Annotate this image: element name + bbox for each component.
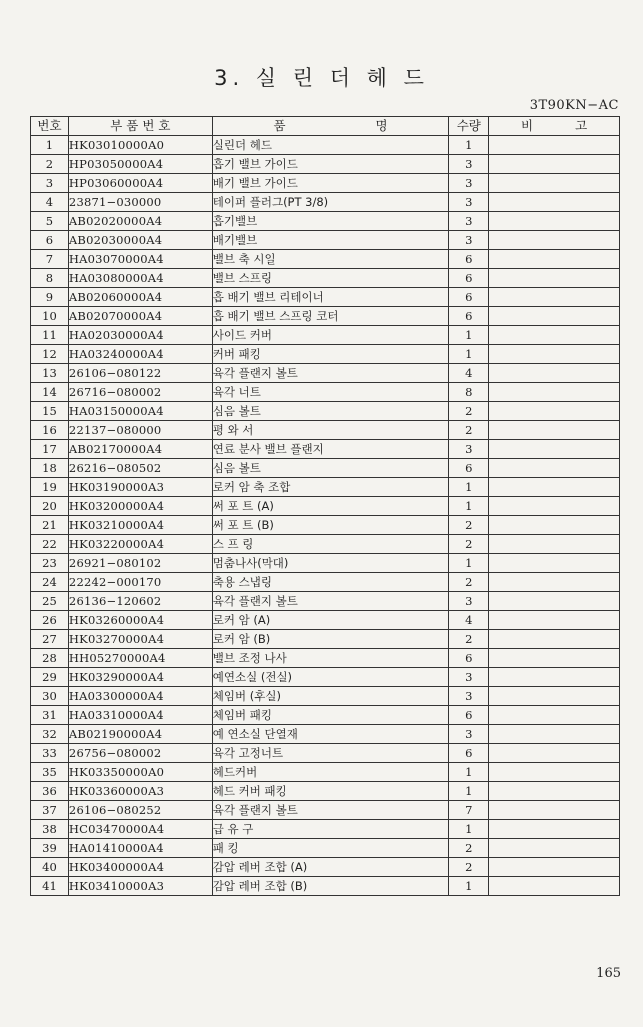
row-no: 1 bbox=[31, 136, 69, 155]
row-part-no: HK03360000A3 bbox=[68, 782, 212, 801]
row-qty: 3 bbox=[449, 592, 489, 611]
row-qty: 2 bbox=[449, 839, 489, 858]
table-row bbox=[31, 155, 620, 174]
row-qty: 3 bbox=[449, 231, 489, 250]
row-name: 로커 암 (B) bbox=[212, 630, 449, 649]
header-note-b: 고 bbox=[575, 118, 588, 133]
header-note bbox=[489, 117, 620, 136]
row-name: 흡 배기 밸브 스프링 코터 bbox=[212, 307, 449, 326]
row-name: 예 연소실 단열재 bbox=[212, 725, 449, 744]
header-part-no: 부 품 번 호 bbox=[68, 117, 212, 136]
row-no: 11 bbox=[31, 326, 69, 345]
row-no: 3 bbox=[31, 174, 69, 193]
row-part-no: HA03150000A4 bbox=[68, 402, 212, 421]
table-row bbox=[31, 763, 620, 782]
row-no: 20 bbox=[31, 497, 69, 516]
row-note bbox=[489, 687, 620, 706]
row-no: 37 bbox=[31, 801, 69, 820]
table-row bbox=[31, 877, 620, 896]
row-no: 40 bbox=[31, 858, 69, 877]
row-note bbox=[489, 763, 620, 782]
row-note bbox=[489, 535, 620, 554]
row-part-no: HA03240000A4 bbox=[68, 345, 212, 364]
row-qty: 6 bbox=[449, 744, 489, 763]
row-no: 12 bbox=[31, 345, 69, 364]
row-note bbox=[489, 383, 620, 402]
table-row bbox=[31, 136, 620, 155]
table-row bbox=[31, 744, 620, 763]
row-part-no: HK03210000A4 bbox=[68, 516, 212, 535]
row-no: 29 bbox=[31, 668, 69, 687]
row-no: 21 bbox=[31, 516, 69, 535]
row-note bbox=[489, 611, 620, 630]
row-name: 예연소실 (전실) bbox=[212, 668, 449, 687]
row-name: 흡 배기 밸브 리테이너 bbox=[212, 288, 449, 307]
table-row bbox=[31, 250, 620, 269]
row-part-no: HA03310000A4 bbox=[68, 706, 212, 725]
row-name: 흡기밸브 bbox=[212, 212, 449, 231]
row-name: 테이퍼 플러그(PT 3/8) bbox=[212, 193, 449, 212]
row-part-no: HP03050000A4 bbox=[68, 155, 212, 174]
row-note bbox=[489, 421, 620, 440]
table-row bbox=[31, 611, 620, 630]
row-no: 39 bbox=[31, 839, 69, 858]
row-qty: 1 bbox=[449, 782, 489, 801]
table-row bbox=[31, 364, 620, 383]
row-qty: 1 bbox=[449, 763, 489, 782]
row-note bbox=[489, 725, 620, 744]
row-part-no: HK03220000A4 bbox=[68, 535, 212, 554]
row-part-no: 26216−080502 bbox=[68, 459, 212, 478]
row-note bbox=[489, 649, 620, 668]
row-part-no: 23871−030000 bbox=[68, 193, 212, 212]
row-qty: 1 bbox=[449, 554, 489, 573]
row-note bbox=[489, 554, 620, 573]
table-row bbox=[31, 459, 620, 478]
row-note bbox=[489, 269, 620, 288]
row-name: 써 포 트 (A) bbox=[212, 497, 449, 516]
row-qty: 3 bbox=[449, 440, 489, 459]
row-name: 연료 분사 밸브 플랜지 bbox=[212, 440, 449, 459]
table-row bbox=[31, 820, 620, 839]
row-no: 38 bbox=[31, 820, 69, 839]
row-no: 15 bbox=[31, 402, 69, 421]
row-part-no: HK03410000A3 bbox=[68, 877, 212, 896]
table-row bbox=[31, 212, 620, 231]
table-row bbox=[31, 497, 620, 516]
row-name: 심음 볼트 bbox=[212, 402, 449, 421]
row-name: 육각 고정너트 bbox=[212, 744, 449, 763]
row-part-no: 26756−080002 bbox=[68, 744, 212, 763]
row-name: 헤드 커버 패킹 bbox=[212, 782, 449, 801]
table-row bbox=[31, 858, 620, 877]
row-qty: 1 bbox=[449, 326, 489, 345]
row-name: 감압 레버 조합 (B) bbox=[212, 877, 449, 896]
row-qty: 3 bbox=[449, 212, 489, 231]
header-no: 번호 bbox=[31, 117, 69, 136]
row-name: 밸브 스프링 bbox=[212, 269, 449, 288]
row-qty: 1 bbox=[449, 877, 489, 896]
row-qty: 1 bbox=[449, 497, 489, 516]
row-qty: 2 bbox=[449, 535, 489, 554]
table-row bbox=[31, 421, 620, 440]
row-part-no: HA02030000A4 bbox=[68, 326, 212, 345]
row-note bbox=[489, 326, 620, 345]
row-note bbox=[489, 155, 620, 174]
row-note bbox=[489, 630, 620, 649]
row-qty: 6 bbox=[449, 288, 489, 307]
row-note bbox=[489, 877, 620, 896]
row-name: 육각 플랜지 볼트 bbox=[212, 801, 449, 820]
row-no: 4 bbox=[31, 193, 69, 212]
row-no: 8 bbox=[31, 269, 69, 288]
table-row bbox=[31, 630, 620, 649]
table-row bbox=[31, 231, 620, 250]
row-note bbox=[489, 573, 620, 592]
row-part-no: 26106−080122 bbox=[68, 364, 212, 383]
row-no: 26 bbox=[31, 611, 69, 630]
row-name: 육각 플랜지 볼트 bbox=[212, 364, 449, 383]
row-part-no: 26136−120602 bbox=[68, 592, 212, 611]
row-note bbox=[489, 668, 620, 687]
header-note-a: 비 bbox=[521, 118, 534, 133]
row-no: 13 bbox=[31, 364, 69, 383]
row-part-no: AB02060000A4 bbox=[68, 288, 212, 307]
table-row bbox=[31, 345, 620, 364]
row-qty: 6 bbox=[449, 649, 489, 668]
page-title: 3. 실 린 더 헤 드 bbox=[214, 66, 429, 90]
row-qty: 6 bbox=[449, 307, 489, 326]
row-qty: 1 bbox=[449, 136, 489, 155]
row-qty: 2 bbox=[449, 402, 489, 421]
row-note bbox=[489, 839, 620, 858]
row-qty: 3 bbox=[449, 174, 489, 193]
row-part-no: HP03060000A4 bbox=[68, 174, 212, 193]
row-note bbox=[489, 497, 620, 516]
row-part-no: AB02170000A4 bbox=[68, 440, 212, 459]
row-name: 감압 레버 조합 (A) bbox=[212, 858, 449, 877]
header-name-a: 품 bbox=[273, 118, 286, 133]
header-name bbox=[212, 117, 449, 136]
table-row bbox=[31, 478, 620, 497]
row-no: 2 bbox=[31, 155, 69, 174]
table-row bbox=[31, 687, 620, 706]
row-note bbox=[489, 345, 620, 364]
row-name: 패 킹 bbox=[212, 839, 449, 858]
row-qty: 3 bbox=[449, 687, 489, 706]
row-name: 로커 암 (A) bbox=[212, 611, 449, 630]
row-part-no: AB02190000A4 bbox=[68, 725, 212, 744]
table-row bbox=[31, 535, 620, 554]
row-qty: 3 bbox=[449, 668, 489, 687]
row-no: 9 bbox=[31, 288, 69, 307]
row-qty: 2 bbox=[449, 573, 489, 592]
row-no: 17 bbox=[31, 440, 69, 459]
row-qty: 7 bbox=[449, 801, 489, 820]
table-body bbox=[31, 136, 620, 896]
row-no: 18 bbox=[31, 459, 69, 478]
table-row bbox=[31, 516, 620, 535]
row-note bbox=[489, 744, 620, 763]
row-note bbox=[489, 782, 620, 801]
row-no: 5 bbox=[31, 212, 69, 231]
row-qty: 3 bbox=[449, 725, 489, 744]
row-qty: 3 bbox=[449, 193, 489, 212]
row-name: 평 와 서 bbox=[212, 421, 449, 440]
row-part-no: AB02030000A4 bbox=[68, 231, 212, 250]
row-part-no: HA03300000A4 bbox=[68, 687, 212, 706]
table-row bbox=[31, 668, 620, 687]
table-row bbox=[31, 440, 620, 459]
row-note bbox=[489, 706, 620, 725]
row-name: 육각 너트 bbox=[212, 383, 449, 402]
row-part-no: HK03290000A4 bbox=[68, 668, 212, 687]
parts-table bbox=[30, 116, 620, 896]
row-qty: 2 bbox=[449, 630, 489, 649]
row-qty: 4 bbox=[449, 364, 489, 383]
row-part-no: HK03400000A4 bbox=[68, 858, 212, 877]
row-no: 19 bbox=[31, 478, 69, 497]
row-name: 배기 밸브 가이드 bbox=[212, 174, 449, 193]
model-code: 3T90KN−AC bbox=[529, 98, 619, 113]
row-name: 멈춤나사(막대) bbox=[212, 554, 449, 573]
row-no: 32 bbox=[31, 725, 69, 744]
row-part-no: HH05270000A4 bbox=[68, 649, 212, 668]
row-name: 밸브 조정 나사 bbox=[212, 649, 449, 668]
row-name: 써 포 트 (B) bbox=[212, 516, 449, 535]
row-qty: 6 bbox=[449, 250, 489, 269]
row-note bbox=[489, 307, 620, 326]
row-note bbox=[489, 820, 620, 839]
row-no: 24 bbox=[31, 573, 69, 592]
row-name: 체임버 패킹 bbox=[212, 706, 449, 725]
row-part-no: HK03010000A0 bbox=[68, 136, 212, 155]
row-part-no: 26921−080102 bbox=[68, 554, 212, 573]
row-part-no: 26716−080002 bbox=[68, 383, 212, 402]
row-part-no: 22242−000170 bbox=[68, 573, 212, 592]
row-no: 22 bbox=[31, 535, 69, 554]
row-name: 밸브 축 시일 bbox=[212, 250, 449, 269]
row-no: 33 bbox=[31, 744, 69, 763]
row-qty: 8 bbox=[449, 383, 489, 402]
row-note bbox=[489, 174, 620, 193]
row-note bbox=[489, 136, 620, 155]
table-header-row bbox=[31, 117, 620, 136]
row-name: 체임버 (후실) bbox=[212, 687, 449, 706]
table-row bbox=[31, 839, 620, 858]
table-row bbox=[31, 307, 620, 326]
row-no: 35 bbox=[31, 763, 69, 782]
row-note bbox=[489, 212, 620, 231]
row-no: 7 bbox=[31, 250, 69, 269]
page-number: 165 bbox=[596, 966, 621, 981]
row-name: 사이드 커버 bbox=[212, 326, 449, 345]
row-note bbox=[489, 231, 620, 250]
row-note bbox=[489, 288, 620, 307]
row-no: 6 bbox=[31, 231, 69, 250]
row-part-no: HK03260000A4 bbox=[68, 611, 212, 630]
row-qty: 2 bbox=[449, 421, 489, 440]
table-row bbox=[31, 725, 620, 744]
row-name: 축용 스냅링 bbox=[212, 573, 449, 592]
row-qty: 2 bbox=[449, 858, 489, 877]
row-part-no: 26106−080252 bbox=[68, 801, 212, 820]
table-row bbox=[31, 592, 620, 611]
table-row bbox=[31, 402, 620, 421]
row-qty: 2 bbox=[449, 516, 489, 535]
row-qty: 6 bbox=[449, 269, 489, 288]
table-row bbox=[31, 288, 620, 307]
row-note bbox=[489, 516, 620, 535]
row-part-no: AB02070000A4 bbox=[68, 307, 212, 326]
row-qty: 6 bbox=[449, 706, 489, 725]
row-no: 27 bbox=[31, 630, 69, 649]
row-no: 41 bbox=[31, 877, 69, 896]
row-part-no: 22137−080000 bbox=[68, 421, 212, 440]
row-name: 심음 볼트 bbox=[212, 459, 449, 478]
row-no: 28 bbox=[31, 649, 69, 668]
row-note bbox=[489, 364, 620, 383]
row-part-no: HK03350000A0 bbox=[68, 763, 212, 782]
row-note bbox=[489, 459, 620, 478]
row-qty: 6 bbox=[449, 459, 489, 478]
row-note bbox=[489, 858, 620, 877]
row-qty: 1 bbox=[449, 820, 489, 839]
row-part-no: HK03190000A3 bbox=[68, 478, 212, 497]
row-no: 16 bbox=[31, 421, 69, 440]
row-no: 23 bbox=[31, 554, 69, 573]
table-row bbox=[31, 706, 620, 725]
header-name-b: 명 bbox=[375, 118, 388, 133]
row-note bbox=[489, 440, 620, 459]
table-row bbox=[31, 326, 620, 345]
row-qty: 3 bbox=[449, 155, 489, 174]
row-name: 실린더 헤드 bbox=[212, 136, 449, 155]
table-row bbox=[31, 383, 620, 402]
row-part-no: AB02020000A4 bbox=[68, 212, 212, 231]
row-note bbox=[489, 250, 620, 269]
row-name: 헤드커버 bbox=[212, 763, 449, 782]
row-qty: 4 bbox=[449, 611, 489, 630]
row-name: 배기밸브 bbox=[212, 231, 449, 250]
row-no: 36 bbox=[31, 782, 69, 801]
table-row bbox=[31, 649, 620, 668]
row-qty: 1 bbox=[449, 345, 489, 364]
row-part-no: HA01410000A4 bbox=[68, 839, 212, 858]
table-row bbox=[31, 174, 620, 193]
row-no: 31 bbox=[31, 706, 69, 725]
row-part-no: HK03200000A4 bbox=[68, 497, 212, 516]
row-name: 로커 암 축 조합 bbox=[212, 478, 449, 497]
table-row bbox=[31, 269, 620, 288]
row-part-no: HA03070000A4 bbox=[68, 250, 212, 269]
row-note bbox=[489, 402, 620, 421]
row-no: 10 bbox=[31, 307, 69, 326]
row-no: 14 bbox=[31, 383, 69, 402]
table-row bbox=[31, 193, 620, 212]
table-row bbox=[31, 801, 620, 820]
row-name: 커버 패킹 bbox=[212, 345, 449, 364]
row-note bbox=[489, 592, 620, 611]
table-row bbox=[31, 573, 620, 592]
row-note bbox=[489, 193, 620, 212]
row-qty: 1 bbox=[449, 478, 489, 497]
row-note bbox=[489, 801, 620, 820]
table-row bbox=[31, 782, 620, 801]
row-part-no: HC03470000A4 bbox=[68, 820, 212, 839]
row-note bbox=[489, 478, 620, 497]
row-name: 스 프 링 bbox=[212, 535, 449, 554]
row-name: 육각 플랜지 볼트 bbox=[212, 592, 449, 611]
table-row bbox=[31, 554, 620, 573]
row-name: 급 유 구 bbox=[212, 820, 449, 839]
row-part-no: HK03270000A4 bbox=[68, 630, 212, 649]
row-name: 흡기 밸브 가이드 bbox=[212, 155, 449, 174]
row-no: 30 bbox=[31, 687, 69, 706]
row-no: 25 bbox=[31, 592, 69, 611]
header-qty: 수량 bbox=[449, 117, 489, 136]
row-part-no: HA03080000A4 bbox=[68, 269, 212, 288]
